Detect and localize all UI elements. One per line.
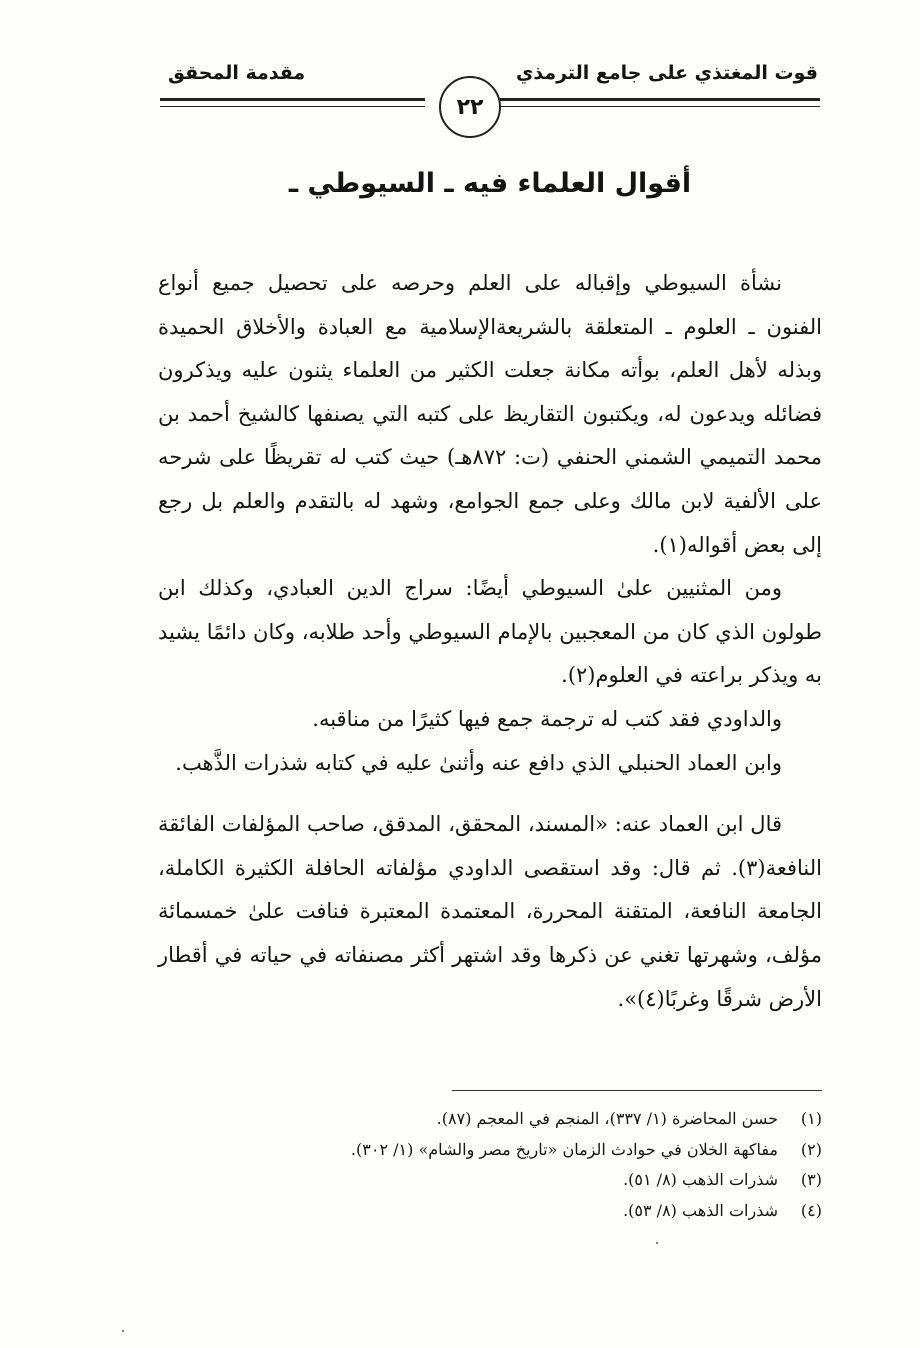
paragraph-suyuti-upbringing: نشأة السيوطي وإقباله على العلم وحرصه على تحصيل جميع أنواع الفنون ـ العلوم ـ المتعلقة بالشريعةالإسلامية مع العبادة والأخلاق الحميدة وبذله لأهل العلم، بوأته مكانة جعلت الكثير من العلماء يثنون عليه ويذكرون فضائله ويدعون له، ويكتبون التقاريظ على كتبه التي يصنفها كالشيخ أحمد بن محمد التميمي الشمني الحنفي (ت: ٨٧٢هـ) حيث كتب له تقريظًا على شرحه على الألفية لابن مالك وعلى جمع الجوامع، وشهد له بالتقدم والعلم بل رجع إلى بعض أقواله(١). bbox=[158, 271, 822, 557]
section-title: أقوال العلماء فيه ـ السيوطي ـ bbox=[288, 168, 692, 199]
footnotes-list bbox=[158, 1104, 822, 1226]
footnote-item bbox=[158, 1135, 822, 1166]
footnote-item bbox=[158, 1165, 822, 1196]
header-rule-thick-right bbox=[500, 98, 820, 101]
paragraph-praisers: ومن المثنيين علىٰ السيوطي أيضًا: سراج الدين العبادي، وكذلك ابن طولون الذي كان من المعجبين بالإمام السيوطي وأحد طلابه، وكان دائمًا يشيد به ويذكر براعته في العلوم(٢). bbox=[158, 576, 822, 688]
footnote-number: (١) bbox=[800, 1109, 822, 1128]
footnote-text: شذرات الذهب (٨/ ٥١). bbox=[623, 1170, 778, 1189]
header-rule-thick-left bbox=[160, 98, 425, 101]
scan-speck bbox=[122, 1330, 124, 1332]
paragraph-quote: قال ابن العماد عنه: «المسند، المحقق، المدقق، صاحب المؤلفات الفائقة النافعة(٣). ثم قال: وقد استقصى الداودي مؤلفاته الحافلة الكثيرة الكاملة، الجامعة النافعة، المتقنة المحررة، المعتمدة المعتبرة فنافت علىٰ خمسمائة مؤلف، وشهرتها تغني عن ذكرها وقد اشتهر أكثر مصنفاته في حياته في أقطار الأرض شرقًا وغربًا(٤)». bbox=[158, 812, 822, 1011]
footnote-separator bbox=[452, 1090, 822, 1091]
footnote-item bbox=[158, 1104, 822, 1135]
scan-speck bbox=[656, 1242, 658, 1244]
footnote-number: (٢) bbox=[800, 1139, 822, 1159]
footnote-text: شذرات الذهب (٨/ ٥٣). bbox=[623, 1200, 778, 1220]
running-header-book-title: قوت المغتذي على جامع الترمذي bbox=[515, 62, 818, 84]
footnote-text: حسن المحاضرة (١/ ٣٣٧)، المنجم في المعجم (٨٧). bbox=[436, 1109, 778, 1128]
header-rule-thin-right bbox=[500, 106, 820, 107]
footnote-item bbox=[158, 1196, 822, 1227]
footnote-number: (٣) bbox=[800, 1170, 822, 1189]
header-rule-thin-left bbox=[160, 106, 425, 107]
footnote-number: (٤) bbox=[800, 1200, 822, 1220]
page-number: ٢٢ bbox=[456, 94, 484, 120]
body-text bbox=[158, 262, 822, 1021]
paragraph-ibn-al-imad: وابن العماد الحنبلي الذي دافع عنه وأثنىٰ عليه في كتابه شذرات الذَّهب. bbox=[175, 750, 782, 775]
paragraph-dawudi: والداودي فقد كتب له ترجمة جمع فيها كثيرًا من مناقبه. bbox=[312, 706, 782, 731]
running-header-section: مقدمة المحقق bbox=[168, 62, 306, 84]
page-number-badge bbox=[439, 76, 501, 138]
footnote-text: مفاكهة الخلان في حوادث الزمان «تاريخ مصر والشام» (١/ ٣٠٢). bbox=[350, 1139, 778, 1159]
